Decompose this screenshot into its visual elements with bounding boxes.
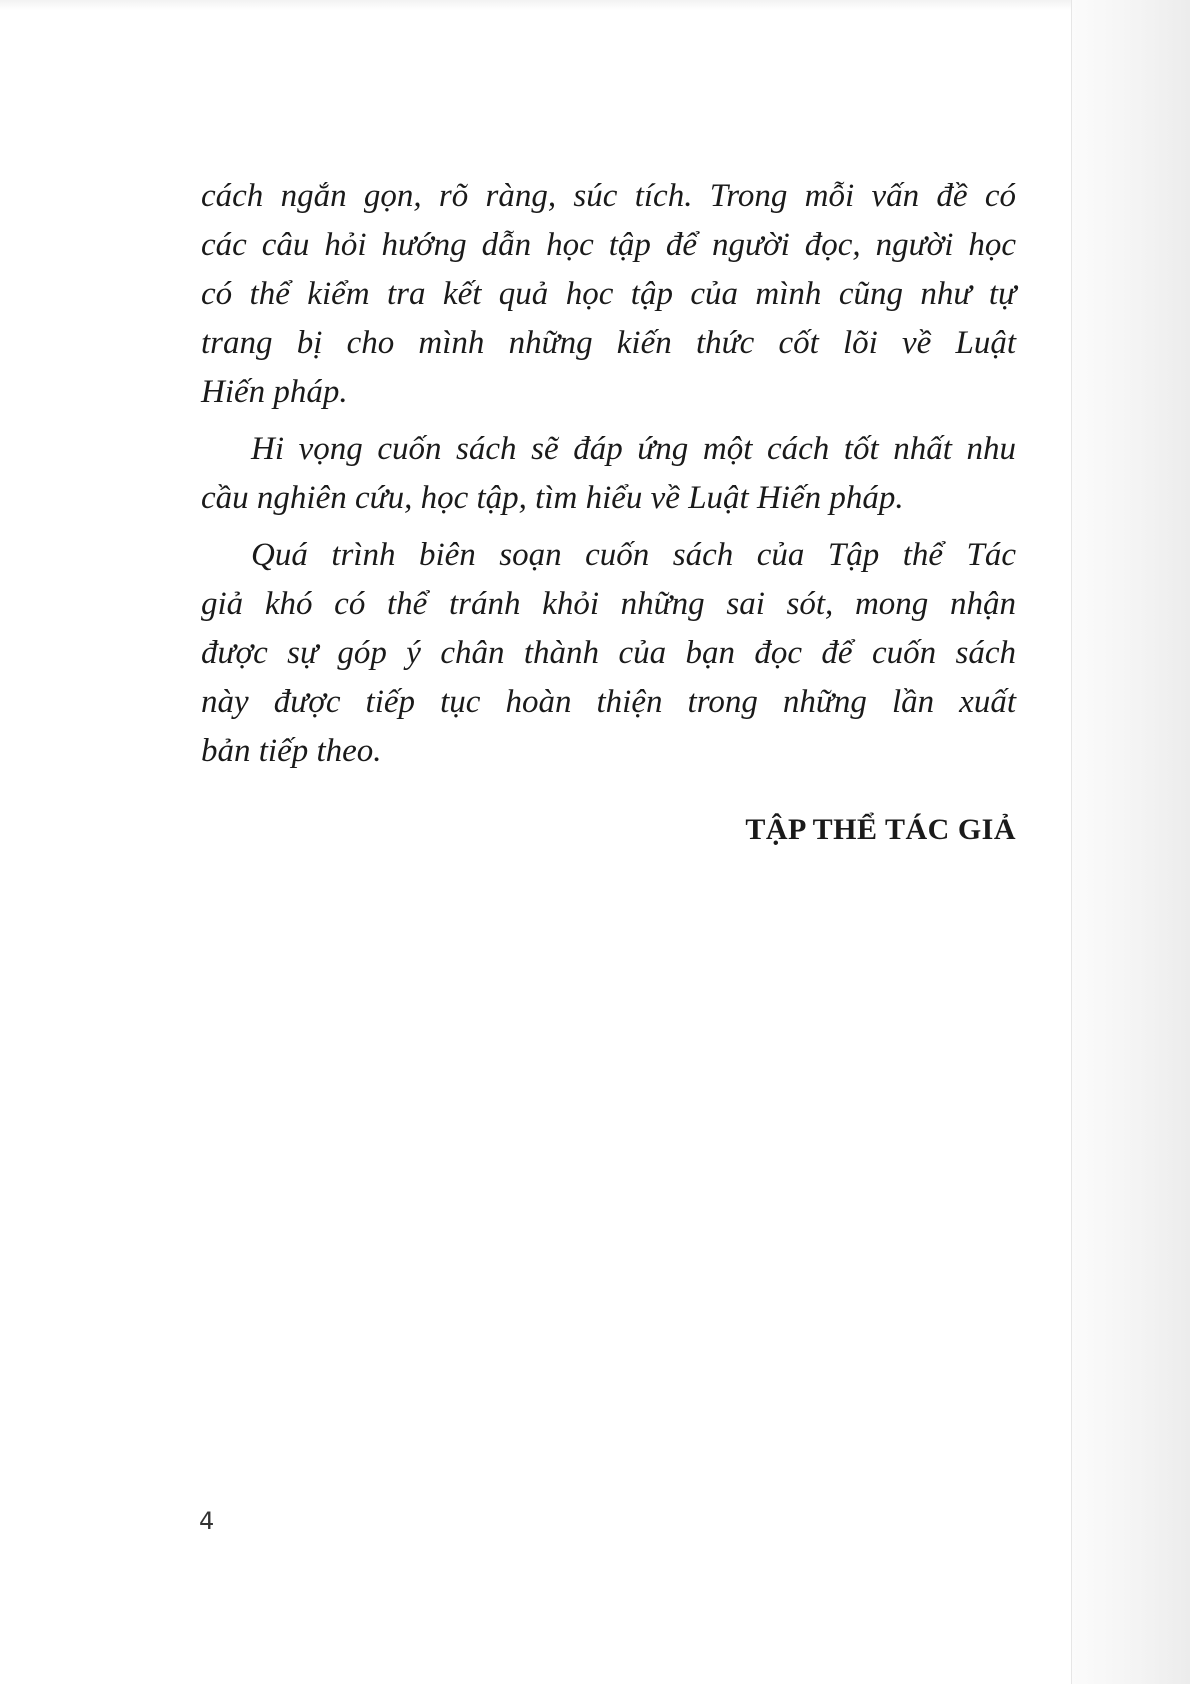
author-signature: TẬP THỂ TÁC GIẢ	[745, 813, 1016, 846]
text-line: được sự góp ý chân thành của bạn đọc để cuốn sách	[201, 635, 1016, 671]
text-line: bản tiếp theo.	[201, 733, 382, 769]
text-line: trang bị cho mình những kiến thức cốt lõi về Luật	[201, 325, 1016, 361]
text-line: có thể kiểm tra kết quả học tập của mình cũng như tự	[201, 276, 1016, 312]
text-line: Hiến pháp.	[201, 374, 348, 410]
text-line: các câu hỏi hướng dẫn học tập để người đọc, người học	[201, 227, 1016, 263]
paragraph-2	[201, 425, 1016, 523]
text-line: này được tiếp tục hoàn thiện trong những lần xuất	[201, 684, 1016, 720]
paragraph-1	[201, 172, 1016, 417]
page-top-edge	[0, 0, 1190, 10]
paragraph-3	[201, 531, 1016, 776]
text-line: cầu nghiên cứu, học tập, tìm hiểu về Luật Hiến pháp.	[201, 480, 904, 516]
text-line: cách ngắn gọn, rõ ràng, súc tích. Trong mỗi vấn đề có	[201, 178, 1016, 214]
text-line: Quá trình biên soạn cuốn sách của Tập thể Tác	[251, 537, 1016, 573]
text-line: giả khó có thể tránh khỏi những sai sót, mong nhận	[201, 586, 1016, 622]
text-line: Hi vọng cuốn sách sẽ đáp ứng một cách tốt nhất nhu	[251, 431, 1016, 467]
page-right-edge	[1072, 0, 1190, 1684]
body-text	[201, 172, 1016, 784]
page-number: 4	[199, 1507, 215, 1535]
